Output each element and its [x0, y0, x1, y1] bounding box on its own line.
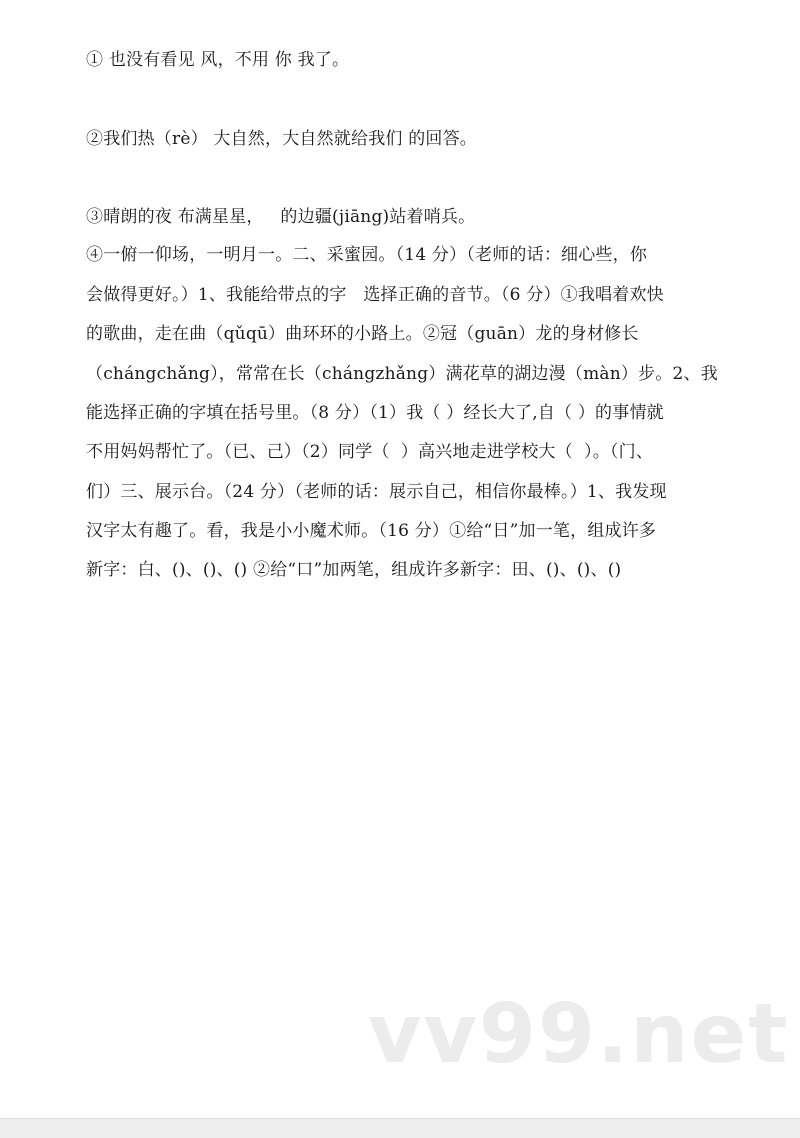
text-line-10: 们）三、展示台。（24 分）（老师的话：展示自己，相信你最棒。）1、我发现 — [86, 482, 667, 502]
watermark: vv99.net — [368, 987, 790, 1082]
text-line-3: ③晴朗的夜 布满星星， 的边疆(jiāng)站着哨兵。 — [86, 207, 476, 227]
text-line-11: 汉字太有趣了。看，我是小小魔术师。（16 分）①给“日”加一笔，组成许多 — [86, 521, 657, 541]
text-line-9: 不用妈妈帮忙了。（已、己）（2）同学（ ）高兴地走进学校大（ ）。（门、 — [86, 442, 654, 462]
text-line-8: 能选择正确的字填在括号里。（8 分）（1）我（ ）经长大了,自（ ）的事情就 — [86, 403, 664, 423]
text-line-2: ②我们热（rè） 大自然，大自然就给我们 的回答。 — [86, 129, 477, 149]
text-line-6: 的歌曲，走在曲（qǔqū）曲环环的小路上。②冠（guān）龙的身材修长 — [86, 324, 639, 344]
page-bottom-edge — [0, 1118, 800, 1138]
text-line-12: 新字：白、()、()、() ②给“口”加两笔，组成许多新字：田、()、()、() — [86, 560, 622, 580]
text-line-7: （chángchǎng），常常在长（chángzhǎng）满花草的湖边漫（màn）步。2、我 — [86, 364, 718, 384]
text-line-4: ④一俯一仰场，一明月一。二、采蜜园。（14 分）（老师的话：细心些，你 — [86, 245, 648, 265]
text-line-1: ① 也没有看见 风，不用 你 我了。 — [86, 50, 350, 70]
text-line-5: 会做得更好。）1、我能给带点的字 选择正确的音节。（6 分）①我唱着欢快 — [86, 285, 664, 305]
